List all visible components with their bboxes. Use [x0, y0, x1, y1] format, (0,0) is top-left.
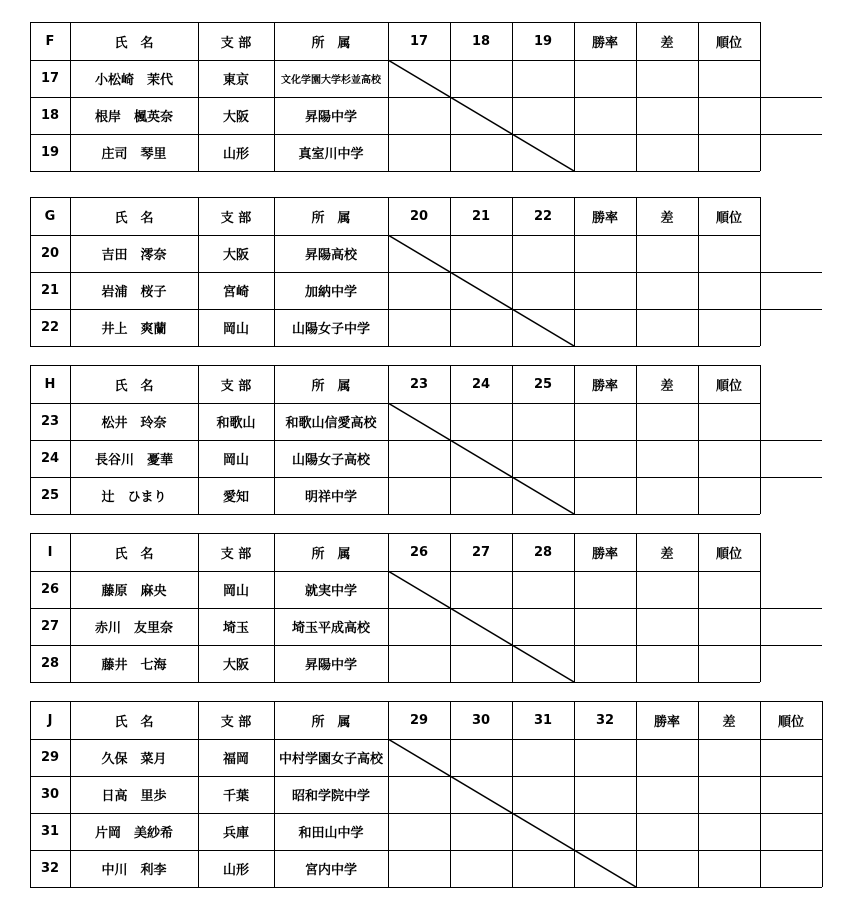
- player-branch: 宮崎: [222, 285, 249, 300]
- header-branch: 支 部: [220, 378, 252, 394]
- player-name: 松井 玲奈: [101, 416, 167, 431]
- player-branch: 岡山: [222, 322, 249, 337]
- diagonal-line: [388, 571, 574, 682]
- player-affiliation: 就実中学: [304, 584, 357, 599]
- column-divider: [760, 197, 761, 346]
- player-number: 22: [40, 320, 60, 335]
- player-affiliation: 和田山中学: [298, 826, 364, 841]
- header-name: 氏 名: [114, 714, 154, 730]
- header-diff: 差: [660, 210, 674, 226]
- group-label: H: [44, 376, 56, 392]
- player-number: 29: [40, 750, 60, 765]
- header-win-rate: 勝率: [591, 35, 618, 51]
- player-name: 井上 爽蘭: [101, 322, 167, 337]
- column-divider: [760, 22, 761, 171]
- player-affiliation: 文化学園大学杉並高校: [281, 75, 381, 86]
- header-rank: 順位: [715, 378, 742, 394]
- header-match-number: 27: [471, 544, 491, 560]
- player-number: 30: [40, 787, 60, 802]
- player-number: 32: [40, 861, 60, 876]
- header-match-number: 28: [533, 544, 553, 560]
- player-affiliation: 加納中学: [304, 285, 357, 300]
- player-affiliation: 山陽女子中学: [291, 322, 370, 337]
- player-number: 25: [40, 488, 60, 503]
- player-name: 小松崎 茉代: [94, 73, 173, 88]
- header-match-number: 21: [471, 208, 491, 224]
- player-number: 23: [40, 414, 60, 429]
- header-match-number: 22: [533, 208, 553, 224]
- header-diff: 差: [722, 714, 736, 730]
- header-rank: 順位: [777, 714, 804, 730]
- header-match-number: 17: [409, 33, 429, 49]
- player-branch: 愛知: [222, 490, 249, 505]
- player-number: 20: [40, 246, 60, 261]
- header-win-rate: 勝率: [591, 546, 618, 562]
- header-branch: 支 部: [220, 210, 252, 226]
- table-border-bottom: [30, 514, 760, 515]
- header-name: 氏 名: [114, 546, 154, 562]
- header-diff: 差: [660, 546, 674, 562]
- table-border-bottom: [30, 887, 822, 888]
- header-match-number: 26: [409, 544, 429, 560]
- diagonal-line: [388, 403, 574, 514]
- group-label: G: [44, 208, 56, 224]
- player-branch: 山形: [222, 147, 249, 162]
- player-name: 久保 菜月: [101, 752, 167, 767]
- table-border-bottom: [30, 171, 760, 172]
- column-divider: [822, 701, 823, 887]
- header-rank: 順位: [715, 35, 742, 51]
- header-affiliation: 所 属: [311, 378, 351, 394]
- header-match-number: 23: [409, 376, 429, 392]
- header-match-number: 25: [533, 376, 553, 392]
- player-branch: 大阪: [222, 248, 249, 263]
- player-affiliation: 埼玉平成高校: [291, 621, 370, 636]
- player-branch: 福岡: [222, 752, 249, 767]
- player-affiliation: 昭和学院中学: [291, 789, 370, 804]
- header-match-number: 18: [471, 33, 491, 49]
- header-match-number: 24: [471, 376, 491, 392]
- player-branch: 大阪: [222, 110, 249, 125]
- player-affiliation: 昇陽高校: [304, 248, 357, 263]
- diagonal-line: [388, 60, 574, 171]
- header-branch: 支 部: [220, 35, 252, 51]
- column-divider: [760, 533, 761, 682]
- header-match-number: 20: [409, 208, 429, 224]
- header-diff: 差: [660, 378, 674, 394]
- header-affiliation: 所 属: [311, 210, 351, 226]
- column-divider: [760, 365, 761, 514]
- player-branch: 兵庫: [222, 826, 249, 841]
- player-number: 19: [40, 145, 60, 160]
- player-number: 27: [40, 619, 60, 634]
- header-affiliation: 所 属: [311, 35, 351, 51]
- player-number: 21: [40, 283, 60, 298]
- header-match-number: 30: [471, 712, 491, 728]
- player-number: 17: [40, 71, 60, 86]
- player-branch: 千葉: [222, 789, 249, 804]
- table-border-bottom: [30, 682, 760, 683]
- player-affiliation: 明祥中学: [304, 490, 357, 505]
- group-label: J: [47, 712, 53, 728]
- player-branch: 大阪: [222, 658, 249, 673]
- header-branch: 支 部: [220, 546, 252, 562]
- table-border-bottom: [30, 346, 760, 347]
- player-branch: 埼玉: [222, 621, 249, 636]
- group-label: I: [47, 544, 53, 560]
- player-number: 18: [40, 108, 60, 123]
- diagonal-line: [388, 235, 574, 346]
- player-name: 藤原 麻央: [101, 584, 167, 599]
- header-match-number: 19: [533, 33, 553, 49]
- header-rank: 順位: [715, 210, 742, 226]
- header-win-rate: 勝率: [591, 210, 618, 226]
- player-name: 庄司 琴里: [101, 147, 167, 162]
- group-label: F: [45, 33, 55, 49]
- player-name: 長谷川 憂華: [94, 453, 173, 468]
- header-rank: 順位: [715, 546, 742, 562]
- player-branch: 岡山: [222, 453, 249, 468]
- player-affiliation: 真室川中学: [298, 147, 364, 162]
- player-number: 28: [40, 656, 60, 671]
- player-affiliation: 昇陽中学: [304, 658, 357, 673]
- player-number: 24: [40, 451, 60, 466]
- player-branch: 山形: [222, 863, 249, 878]
- player-name: 藤井 七海: [101, 658, 167, 673]
- player-number: 26: [40, 582, 60, 597]
- player-name: 赤川 友里奈: [94, 621, 173, 636]
- player-number: 31: [40, 824, 60, 839]
- header-name: 氏 名: [114, 210, 154, 226]
- player-affiliation: 中村学園女子高校: [278, 752, 383, 767]
- header-affiliation: 所 属: [311, 546, 351, 562]
- player-name: 日高 里歩: [101, 789, 167, 804]
- header-match-number: 32: [595, 712, 615, 728]
- player-affiliation: 和歌山信愛高校: [285, 416, 377, 431]
- header-win-rate: 勝率: [653, 714, 680, 730]
- player-name: 根岸 楓英奈: [94, 110, 173, 125]
- player-name: 辻 ひまり: [101, 490, 167, 505]
- player-branch: 和歌山: [216, 416, 256, 431]
- player-name: 吉田 澪奈: [101, 248, 167, 263]
- header-name: 氏 名: [114, 35, 154, 51]
- player-name: 片岡 美紗希: [94, 826, 173, 841]
- player-name: 中川 利李: [101, 863, 167, 878]
- player-affiliation: 山陽女子高校: [291, 453, 370, 468]
- player-name: 岩浦 桜子: [101, 285, 167, 300]
- player-affiliation: 宮内中学: [304, 863, 357, 878]
- header-name: 氏 名: [114, 378, 154, 394]
- player-affiliation: 昇陽中学: [304, 110, 357, 125]
- header-win-rate: 勝率: [591, 378, 618, 394]
- header-match-number: 31: [533, 712, 553, 728]
- player-branch: 岡山: [222, 584, 249, 599]
- player-branch: 東京: [222, 73, 249, 88]
- header-affiliation: 所 属: [311, 714, 351, 730]
- header-branch: 支 部: [220, 714, 252, 730]
- header-match-number: 29: [409, 712, 429, 728]
- header-diff: 差: [660, 35, 674, 51]
